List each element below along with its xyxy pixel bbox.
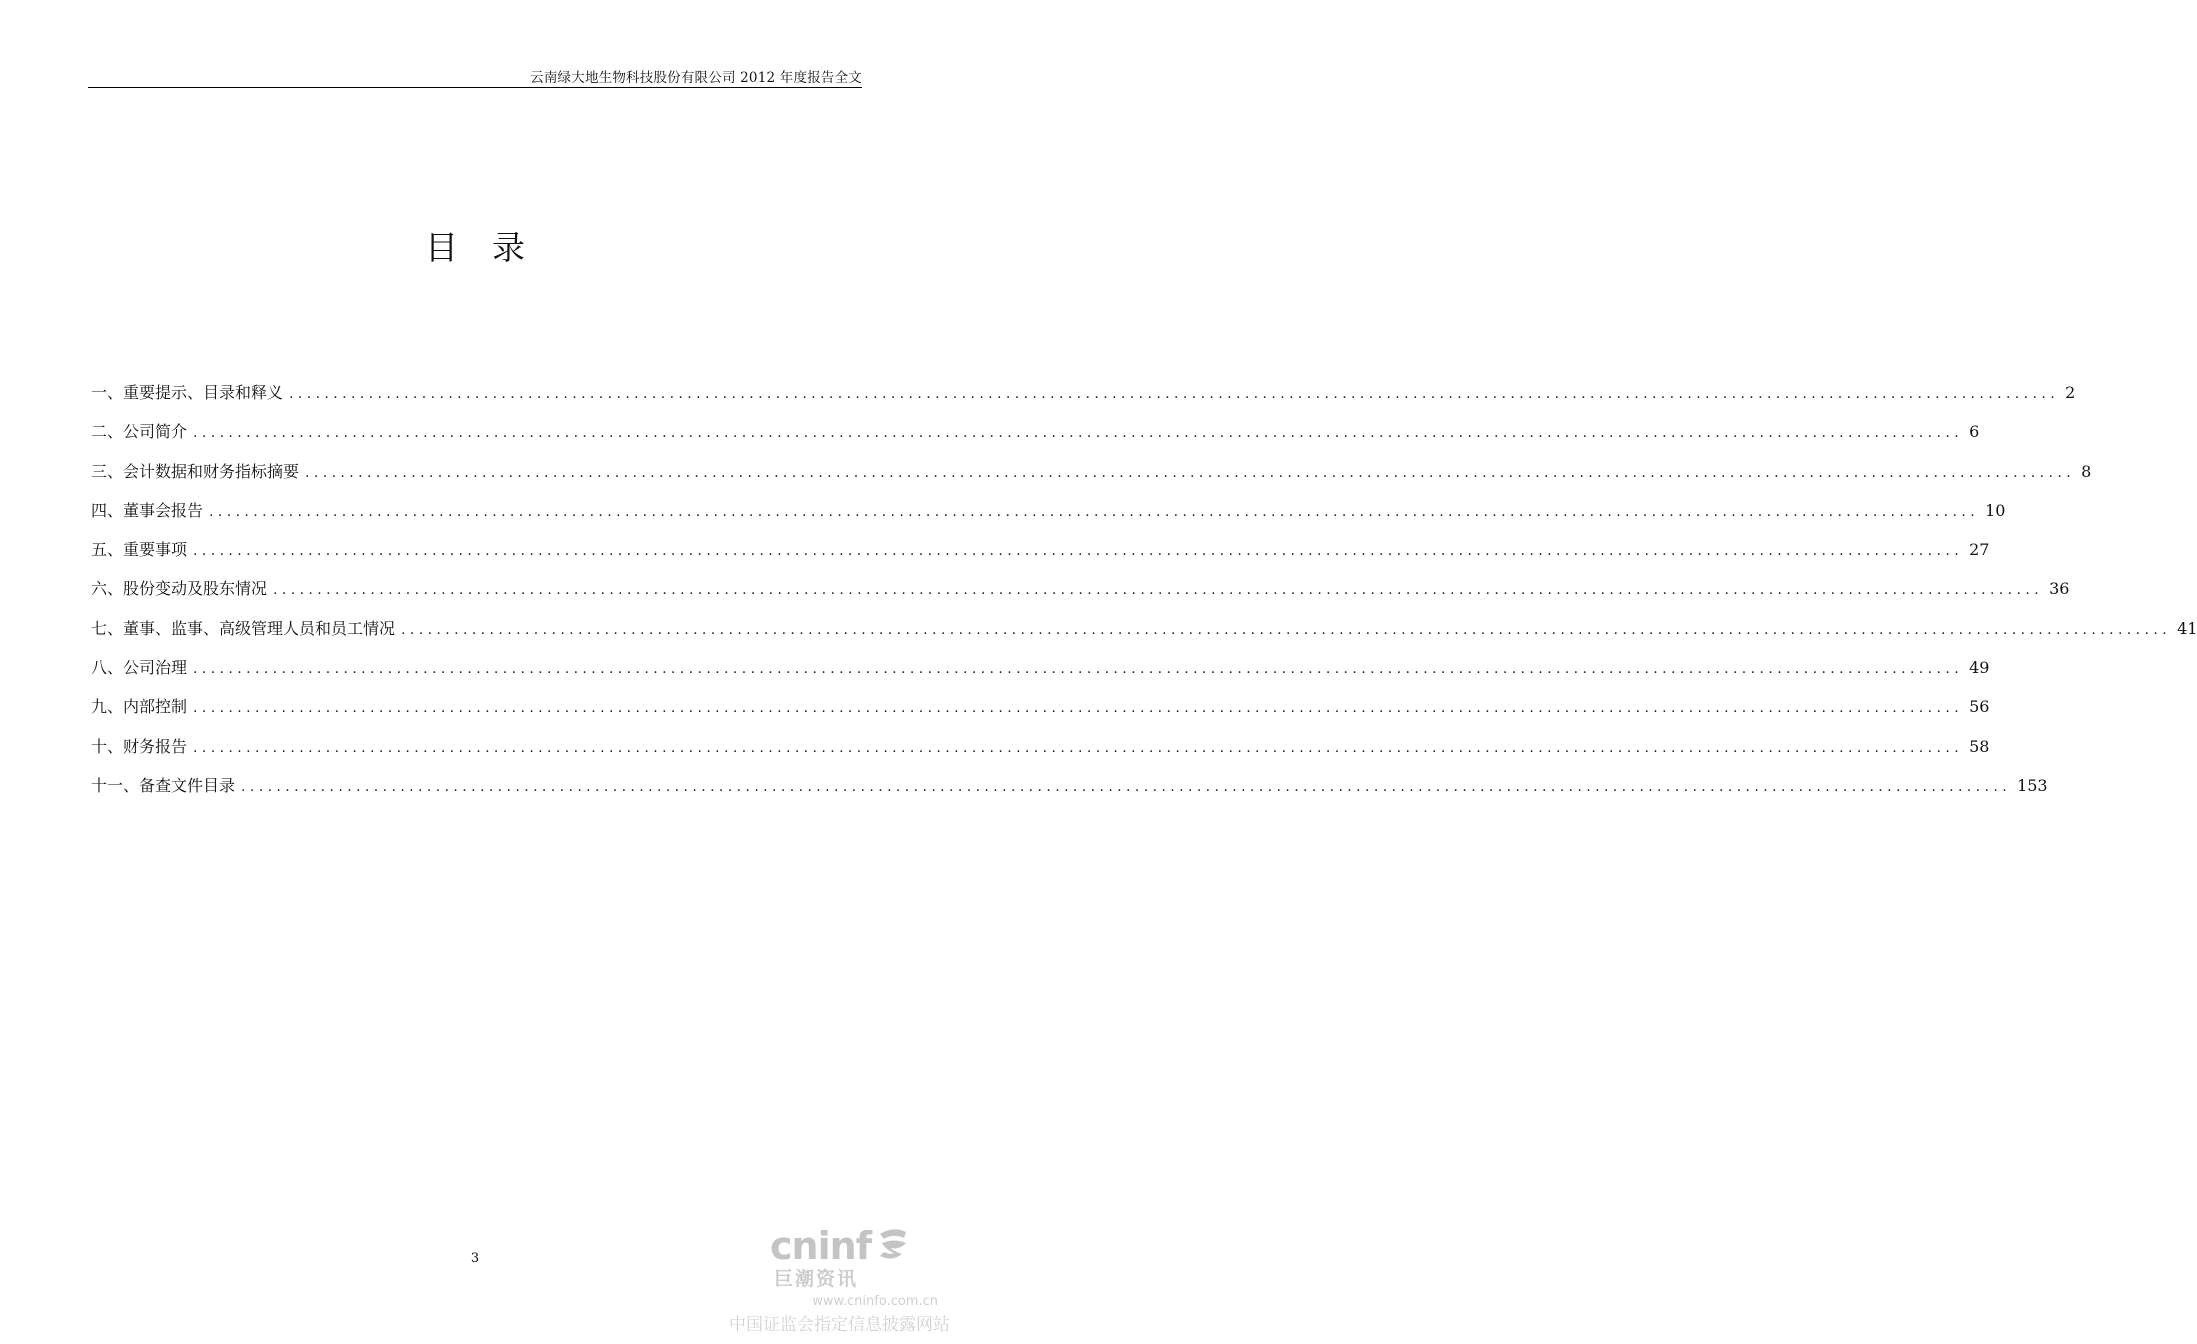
toc-dot-leader: ........................................................................................................................................................................................................: [193, 543, 1964, 560]
page-number: 3: [470, 1251, 480, 1266]
toc-entry-label: 八、公司治理: [91, 658, 188, 678]
toc-entry[interactable]: [91, 773, 2048, 812]
toc-entry-label: 七、董事、监事、高级管理人员和员工情况: [91, 618, 396, 638]
toc-dot-leader: ........................................................................................................................................................................................................: [241, 778, 2012, 795]
toc-entry[interactable]: [91, 576, 2070, 615]
page-title: 目录: [425, 228, 559, 267]
toc-entry[interactable]: [91, 734, 1990, 773]
toc-entry-label: 五、重要事项: [91, 540, 188, 560]
toc-entry-page: 27: [1969, 540, 1990, 560]
toc-dot-leader: ........................................................................................................................................................................................................: [273, 582, 2044, 599]
toc-entry-page: 58: [1969, 736, 1990, 756]
toc-entry-page: 153: [2017, 775, 2048, 795]
toc-entry-page: 49: [1969, 658, 1990, 678]
toc-entry[interactable]: [91, 459, 2092, 498]
toc-entry-label: 九、内部控制: [91, 697, 188, 717]
toc-entry[interactable]: [91, 498, 2006, 537]
toc-entry[interactable]: [91, 537, 1990, 576]
toc-entry[interactable]: [91, 419, 1980, 458]
toc-dot-leader: ........................................................................................................................................................................................................: [209, 503, 1980, 520]
toc-entry-label: 四、董事会报告: [91, 500, 204, 520]
toc-entry-label: 十、财务报告: [91, 736, 188, 756]
toc-entry-page: 2: [2065, 383, 2076, 402]
toc-entry-label: 二、公司简介: [91, 422, 188, 442]
cninfo-watermark: [728, 1222, 950, 1344]
toc-entry-label: 一、重要提示、目录和释义: [91, 383, 284, 402]
toc-entry[interactable]: [91, 616, 2197, 655]
toc-entry-page: 56: [1969, 697, 1990, 717]
toc-dot-leader: ........................................................................................................................................................................................................: [305, 464, 2076, 481]
watermark-org: 中国证监会指定信息披露网站: [729, 1315, 950, 1335]
watermark-logo-text: cninf: [770, 1224, 872, 1268]
toc-entry-page: 6: [1969, 422, 1980, 442]
toc-entry-label: 十一、备查文件目录: [91, 775, 236, 795]
toc-dot-leader: ........................................................................................................................................................................................................: [193, 739, 1964, 756]
toc-entry-page: 10: [1985, 500, 2006, 520]
toc-dot-leader: ........................................................................................................................................................................................................: [289, 386, 2060, 402]
toc-dot-leader: ........................................................................................................................................................................................................: [401, 621, 2172, 638]
running-header: 云南绿大地生物科技股份有限公司 2012 年度报告全文: [530, 70, 862, 86]
toc-entry[interactable]: [91, 694, 1990, 733]
toc-entry-page: 36: [2049, 579, 2070, 599]
toc-entry[interactable]: [91, 380, 2076, 419]
watermark-url: www.cninfo.com.cn: [812, 1294, 938, 1309]
toc-dot-leader: ........................................................................................................................................................................................................: [193, 661, 1964, 678]
toc-entry-label: 三、会计数据和财务指标摘要: [91, 461, 300, 481]
cninfo-logo-icon: [876, 1226, 910, 1262]
table-of-contents: [91, 380, 2197, 812]
toc-entry-page: 41: [2177, 618, 2197, 638]
toc-dot-leader: ........................................................................................................................................................................................................: [193, 700, 1964, 717]
toc-dot-leader: ........................................................................................................................................................................................................: [193, 425, 1964, 442]
header-rule: [88, 87, 862, 88]
toc-entry-label: 六、股份变动及股东情况: [91, 579, 268, 599]
toc-entry-page: 8: [2081, 461, 2092, 481]
watermark-subtitle: 巨潮资讯: [774, 1268, 859, 1290]
toc-entry[interactable]: [91, 655, 1990, 694]
